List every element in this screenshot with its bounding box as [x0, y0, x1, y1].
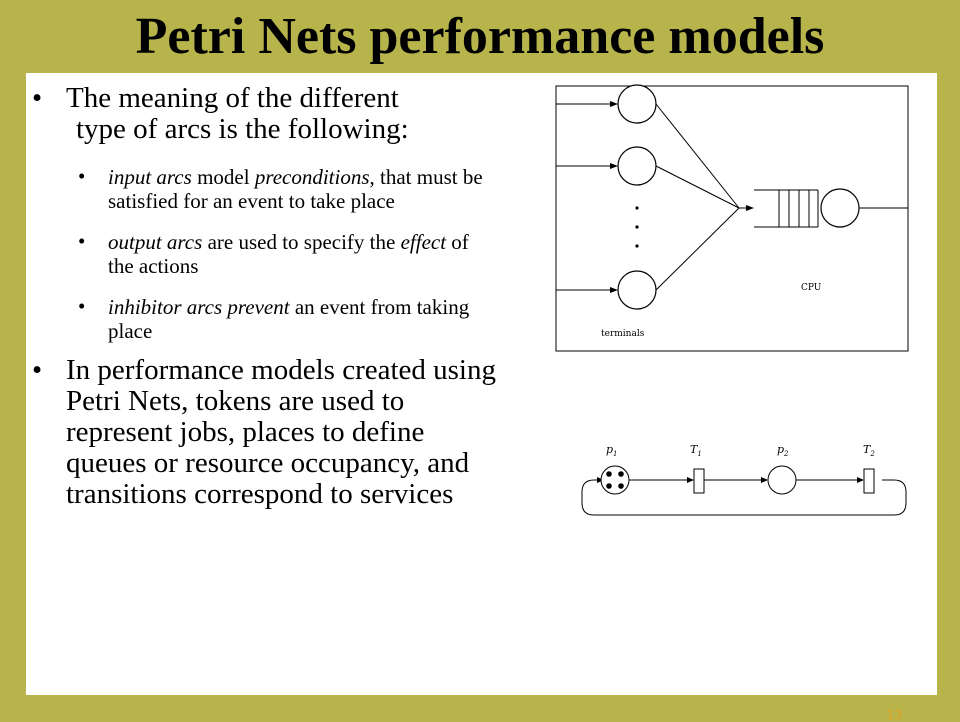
place-p2	[768, 466, 796, 494]
sub-bullet-dot: •	[78, 294, 86, 318]
bullet-text-continued: type of arcs is the following:	[76, 113, 409, 145]
terminal-circle	[618, 85, 656, 123]
bullet-list	[26, 83, 496, 510]
queue-network-diagram	[555, 82, 910, 354]
arrow-head	[761, 477, 768, 483]
place-p1-label: $p_1$	[606, 443, 618, 458]
terminal-circle	[618, 271, 656, 309]
bullet-text: In performance models created using Petri Nets, tokens are used to represent jobs, places to define queues or resource occupancy, and transitions correspond to services	[66, 354, 496, 510]
petri-net-diagram	[576, 435, 912, 520]
token	[618, 483, 624, 489]
terminal-circle	[618, 147, 656, 185]
page-number: 13	[886, 706, 902, 722]
cpu-server-circle	[821, 189, 859, 227]
sub-bullet-inhibitor-arcs	[26, 295, 496, 343]
sub-bullet-text: , that must be satisfied for an event to take place	[108, 165, 483, 213]
token	[606, 483, 612, 489]
transition-t1-label: $T_1$	[690, 443, 702, 458]
term-preconditions: preconditions	[254, 165, 370, 189]
transition-t1	[694, 469, 704, 493]
slide-title: Petri Nets performance models	[135, 8, 825, 65]
sub-bullet-dot: •	[78, 229, 86, 253]
term-output-arcs: output arcs	[108, 230, 203, 254]
cpu-label: CPU	[801, 283, 822, 293]
sub-bullet-dot: •	[78, 164, 86, 188]
sub-bullet-input-arcs	[26, 165, 496, 213]
transition-t2-label: $T_2$	[863, 443, 875, 458]
ellipsis-dot	[635, 244, 638, 247]
sub-bullet-text: of the actions	[108, 230, 469, 278]
transition-t2	[864, 469, 874, 493]
sub-bullet-output-arcs	[26, 230, 496, 278]
arrow-head	[687, 477, 694, 483]
bullet-text: The meaning of the different	[66, 82, 399, 114]
bullet-dot: •	[32, 354, 43, 386]
sub-bullet-text: are used to specify the	[202, 230, 401, 254]
sub-bullet-text: an event from taking place	[108, 295, 470, 343]
ellipsis-dot	[635, 206, 638, 209]
term-input-arcs: input arcs	[108, 165, 192, 189]
place-p1	[601, 466, 629, 494]
term-inhibitor-arcs: inhibitor arcs prevent	[108, 295, 290, 319]
sub-bullet-text: model	[191, 165, 255, 189]
term-effect: effect	[400, 230, 447, 254]
bullet-arc-meaning	[26, 83, 496, 145]
terminals-label: terminals	[601, 329, 645, 339]
bullet-dot: •	[32, 82, 43, 114]
ellipsis-dot	[635, 225, 638, 228]
place-p2-label: $p_2$	[777, 443, 789, 458]
token	[606, 471, 612, 477]
token	[618, 471, 624, 477]
bullet-performance-models	[26, 355, 496, 510]
arrow-head	[857, 477, 864, 483]
